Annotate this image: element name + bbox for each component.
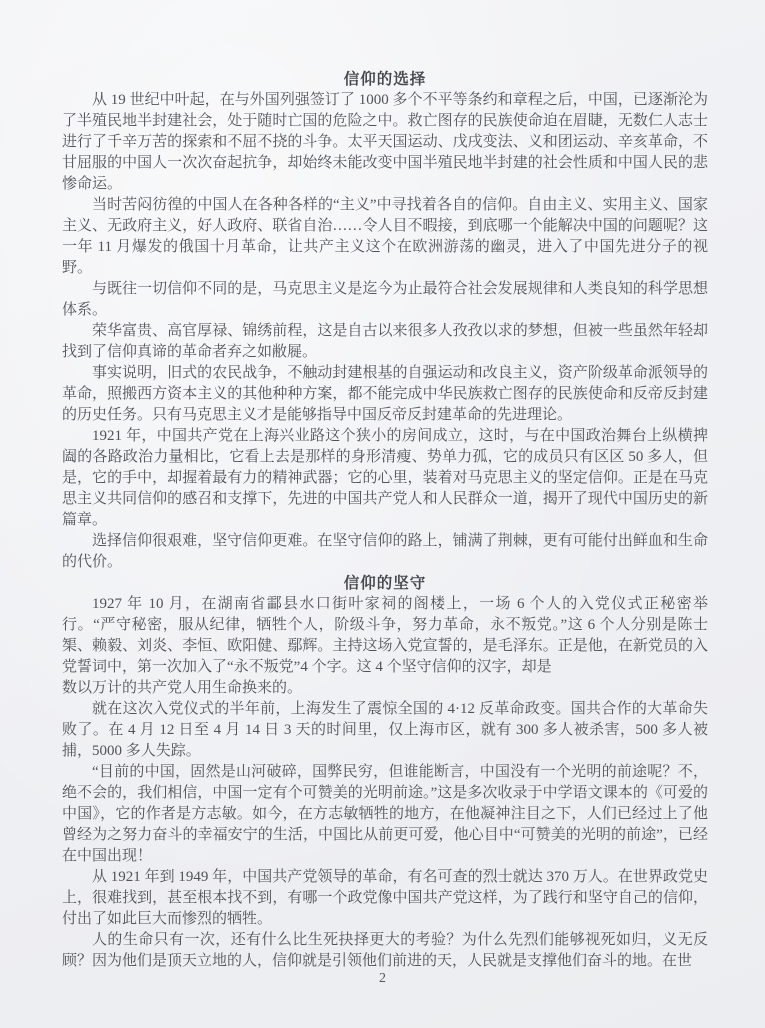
paragraph: 事实说明，旧式的农民战争，不触动封建根基的自强运动和改良主义，资产阶级革命派领导的革命，照搬西方资本主义的其他种种方案，都不能完成中华民族救亡图存的民族使命和反帝反封建的历史任务。只有马克思主义才是能够指导中国反帝反封建革命的先进理论。 xyxy=(62,365,708,423)
paragraph: 就在这次入党仪式的半年前，上海发生了震惊全国的 4·12 反革命政变。国共合作的大革命失败了。在 4 月 12 日至 4 月 14 日 3 天的时间里，仅上海市区，就有 300 多人被杀害，500 多人被捕，5000 多人失踪。 xyxy=(62,701,708,759)
paragraph: 从 1921 年到 1949 年，中国共产党领导的革命，有名可查的烈士就达 370 万人。在世界政党史上，很难找到，甚至根本找不到，有哪一个政党像中国共产党这样，为了践行和坚守自己的信仰，付出了如此巨大而惨烈的牺牲。 xyxy=(62,869,708,927)
paragraph: 荣华富贵、高官厚禄、锦绣前程，这是自古以来很多人孜孜以求的梦想，但被一些虽然年轻却找到了信仰真谛的革命者弃之如敝屣。 xyxy=(62,323,708,360)
paragraph: 当时苦闷彷徨的中国人在各种各样的“主义”中寻找着各自的信仰。自由主义、实用主义、国家主义、无政府主义，好人政府、联省自治……令人目不暇接，到底哪一个能解决中国的问题呢？这一年 11 月爆发的俄国十月革命，让共产主义这个在欧洲游荡的幽灵，进入了中国先进分子的视野。 xyxy=(62,197,708,276)
paragraph: 从 19 世纪中叶起，在与外国列强签订了 1000 多个不平等条约和章程之后，中国，已逐渐沦为了半殖民地半封建社会，处于随时亡国的危险之中。救亡图存的民族使命迫在眉睫，无数仁人志士进行了千辛万苦的探索和不屈不挠的斗争。太平天国运动、戊戌变法、义和团运动、辛亥革命，不甘屈服的中国人一次次奋起抗争，却始终未能改变中国半殖民地半封建的社会性质和中国人民的悲惨命运。 xyxy=(62,92,708,192)
paragraph: 数以万计的共产党人用生命换来的。 xyxy=(62,680,303,696)
paragraph: 1921 年，中国共产党在上海兴业路这个狭小的房间成立，这时，与在中国政治舞台上纵横捭阖的各路政治力量相比，它看上去是那样的身形清瘦、势单力孤，它的成员只有区区 50 多人，但是，它的手中，却握着最有力的精神武器；它的心里，装着对马克思主义的坚定信仰。正是在马克思主义共同信仰的感召和支撑下，先进的中国共产党人和人民群众一道，揭开了现代中国历史的新篇章。 xyxy=(62,428,708,528)
document-content xyxy=(62,69,708,972)
paragraph: 1927 年 10 月，在湖南省酃县水口街叶家祠的阁楼上，一场 6 个人的入党仪式正秘密举行。“严守秘密，服从纪律，牺牲个人，阶级斗争，努力革命，永不叛党。”这 6 个人分别是陈士榘、赖毅、刘炎、李恒、欧阳健、鄢辉。主持这场入党宣誓的，是毛泽东。正是他，在新党员的入党誓词中，第一次加入了“永不叛党”4 个字。这 4 个坚守信仰的汉字，却是 xyxy=(62,596,708,675)
paragraph: 人的生命只有一次，还有什么比生死抉择更大的考验？为什么先烈们能够视死如归，义无反顾？因为他们是顶天立地的人，信仰就是引领他们前进的天，人民就是支撑他们奋斗的地。在世 xyxy=(62,932,708,969)
page-number: 2 xyxy=(379,971,386,986)
paragraph: 选择信仰很艰难，坚守信仰更难。在坚守信仰的路上，铺满了荆棘，更有可能付出鲜血和生命的代价。 xyxy=(62,533,708,570)
paragraph: 与既往一切信仰不同的是，马克思主义是迄今为止最符合社会发展规律和人类良知的科学思想体系。 xyxy=(62,281,708,318)
section-title: 信仰的选择 xyxy=(343,71,427,88)
paragraph: “目前的中国，固然是山河破碎，国弊民穷，但谁能断言，中国没有一个光明的前途呢？不，绝不会的，我们相信，中国一定有个可赞美的光明前途。”这是多次收录于中学语文课本的《可爱的中国》，它的作者是方志敏。如今，在方志敏牺牲的地方，在他凝神注目之下，人们已经过上了他曾经为之努力奋斗的幸福安宁的生活，中国比从前更可爱，他心目中“可赞美的光明的前途”，已经在中国出现！ xyxy=(62,764,708,864)
section-title: 信仰的坚守 xyxy=(343,575,427,592)
